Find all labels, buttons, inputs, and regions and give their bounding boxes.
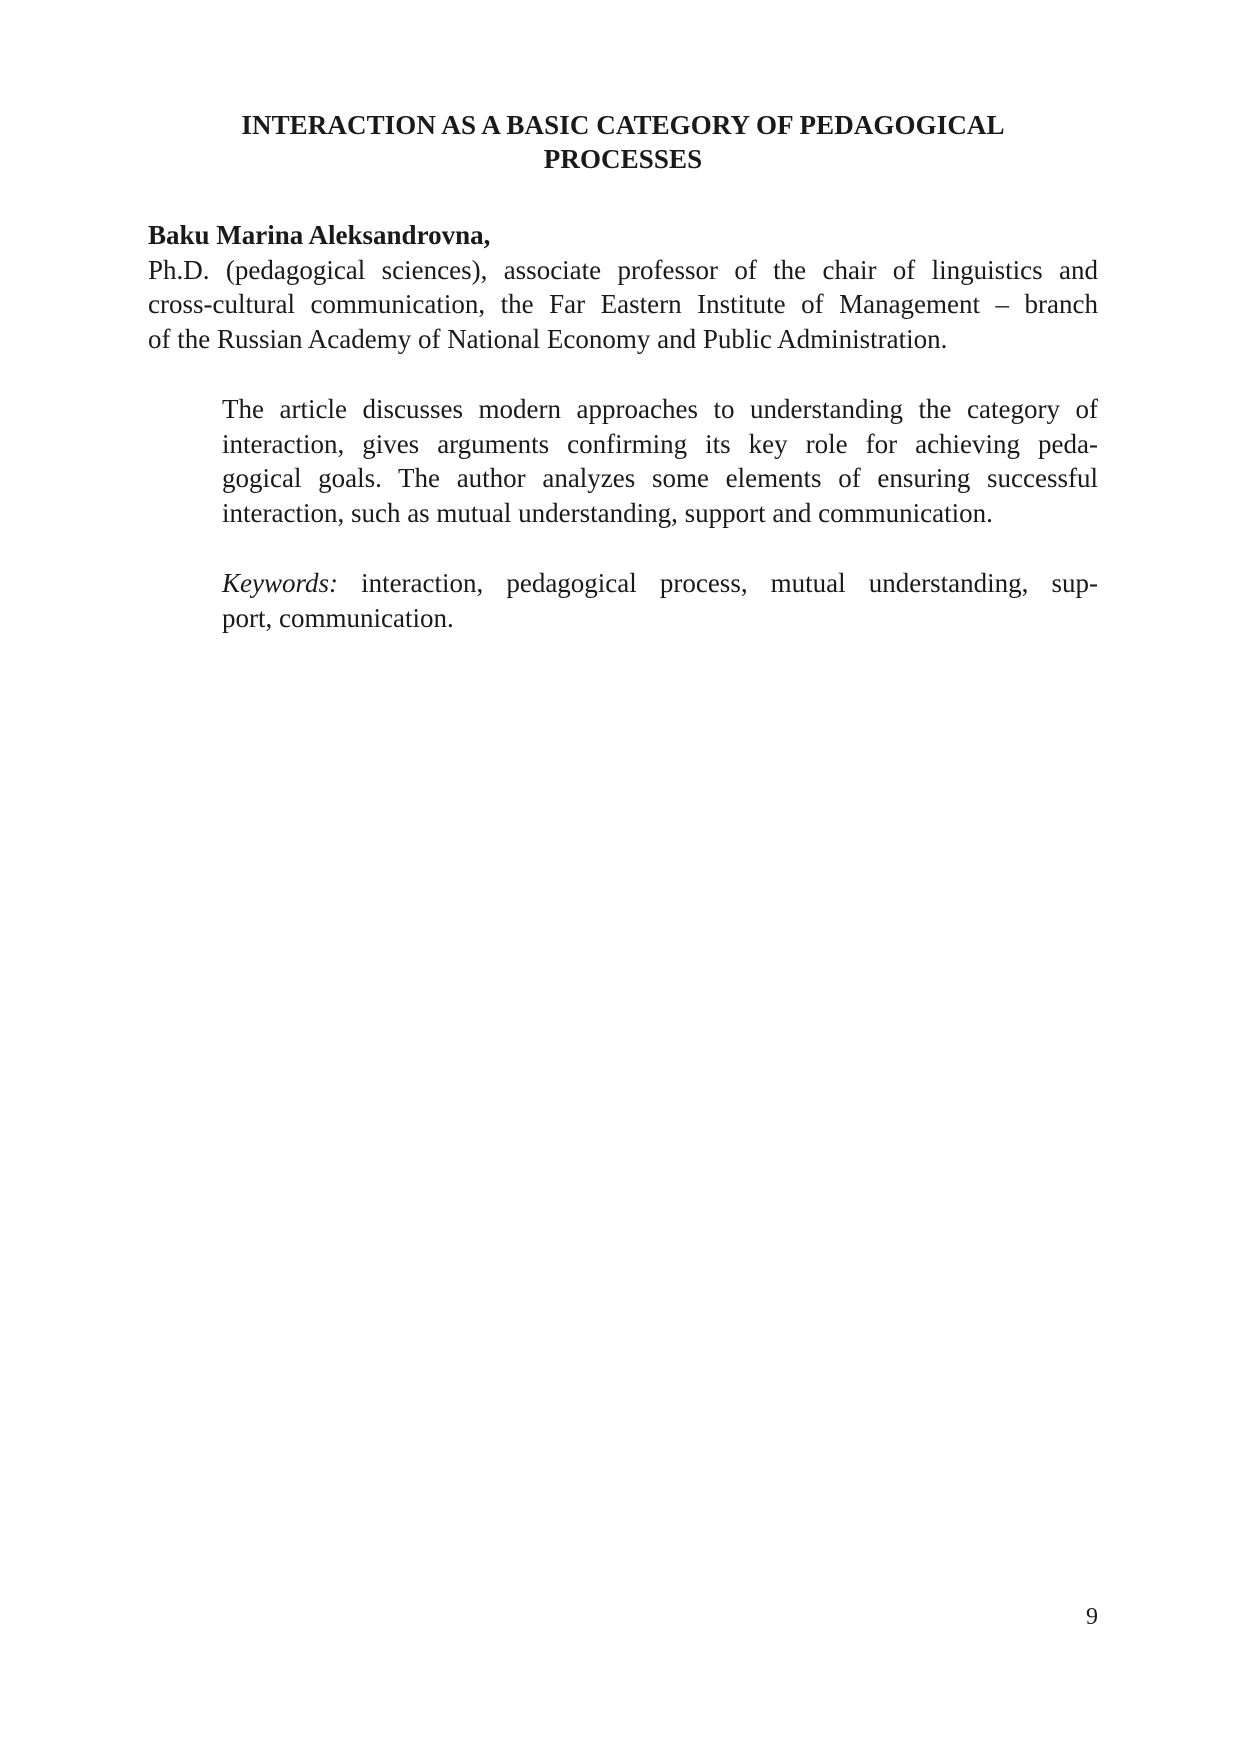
abstract-line-3: gogical goals. The author analyzes some elements of ensuring successful [222,463,1098,493]
article-title [148,108,1098,176]
abstract-line-4: interaction, such as mutual understanding, support and communication. [222,497,993,528]
page-number: 9 [1086,1604,1098,1630]
abstract [222,392,1098,530]
title-line-2: PROCESSES [543,144,703,174]
author-affiliation-line-3: of the Russian Academy of National Economy and Public Administration. [148,323,948,354]
title-line-1: INTERACTION AS A BASIC CATEGORY OF PEDAGOGICAL [241,110,1005,140]
abstract-line-1: The article discusses modern approaches to understanding the category of [222,394,1098,424]
author-affiliation-line-1: Ph.D. (pedagogical sciences), associate professor of the chair of linguistics and [148,254,1098,285]
keywords-line-1 [222,566,1098,601]
author-name: Baku Marina Aleksandrovna, [148,220,491,250]
author-affiliation-line-2: cross-cultural communication, the Far Eastern Institute of Management – branch [148,289,1098,319]
author-section [148,218,1098,356]
keywords-line-2: port, communication. [222,602,454,633]
keywords-text-1: interaction, pedagogical process, mutual understanding, sup- [338,568,1098,598]
keywords-label: Keywords: [222,568,338,598]
keywords [222,566,1098,635]
abstract-line-2: interaction, gives arguments confirming its key role for achieving peda- [222,428,1098,459]
